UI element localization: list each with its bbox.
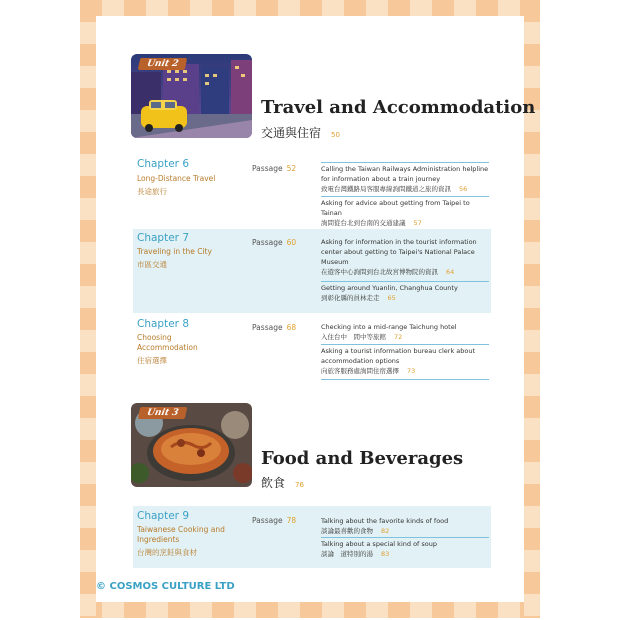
item-en: Talking about the favorite kinds of food <box>321 517 449 525</box>
item-en: Asking for advice about getting from Taipei to Tainan <box>321 199 470 217</box>
item-page: 57 <box>413 219 422 227</box>
item-zh <box>321 218 489 228</box>
chapter-7-item-1 <box>321 237 489 277</box>
unit-3-photo <box>131 403 252 487</box>
unit-3-subtitle <box>261 474 304 491</box>
chapter-8-en: Choosing Accommodation <box>137 333 198 352</box>
item-zh <box>321 526 489 536</box>
chapter-8-rule-2 <box>321 344 489 345</box>
chapter-7-zh: 市區交通 <box>137 260 167 269</box>
item-zh-text: 在遊客中心詢問到台北故宮博物院的資訊 <box>321 268 438 276</box>
unit-2-page: 50 <box>331 131 340 139</box>
item-en: Getting around Yuanlin, Changhua County <box>321 284 458 292</box>
unit-3-tag: Unit 3 <box>138 407 188 419</box>
chapter-8-item-2 <box>321 346 489 376</box>
chapter-7-row <box>133 229 491 313</box>
unit-3-page: 76 <box>295 481 304 489</box>
chapter-9-passage-page: 78 <box>286 516 297 525</box>
unit-3-subtitle-text: 飲食 <box>261 476 286 490</box>
unit-2-title: Travel and Accommodation <box>261 97 536 118</box>
chapter-9-passage-label: Passage <box>252 516 283 525</box>
chapter-8-zh: 住宿選擇 <box>137 356 167 365</box>
chapter-8-item-1 <box>321 322 489 342</box>
chapter-8-passage-page: 68 <box>286 323 297 332</box>
item-en: Checking into a mid-range Taichung hotel <box>321 323 457 331</box>
item-zh-text: 入住台中 間中等旅館 <box>321 333 386 341</box>
chapter-8-rule-3 <box>321 379 489 380</box>
chapter-9-rule-2 <box>321 537 489 538</box>
item-page: 72 <box>394 333 403 341</box>
item-page: 64 <box>446 268 455 276</box>
chapter-9-en: Taiwanese Cooking and Ingredients <box>137 525 225 544</box>
item-page: 56 <box>459 185 468 193</box>
chapter-6-passage-page: 52 <box>286 164 297 173</box>
chapter-6-zh: 長途旅行 <box>137 187 167 196</box>
item-zh <box>321 366 489 376</box>
chapter-6-item-1 <box>321 164 489 194</box>
chapter-9-passage <box>252 516 296 525</box>
chapter-7-passage-page: 60 <box>286 238 297 247</box>
chapter-7-passage-label: Passage <box>252 238 283 247</box>
unit-2-tag: Unit 2 <box>138 58 188 70</box>
item-page: 65 <box>387 294 396 302</box>
chapter-8-row <box>133 316 491 386</box>
chapter-6-rule-1 <box>321 162 489 163</box>
chapter-6-en: Long-Distance Travel <box>137 174 216 183</box>
chapter-9-item-1 <box>321 516 489 536</box>
chapter-8-passage-label: Passage <box>252 323 283 332</box>
unit-2-subtitle <box>261 124 340 141</box>
item-en: Asking a tourist information bureau clerk about accommodation options <box>321 347 476 365</box>
item-zh-text: 談論最喜歡的食物 <box>321 527 373 535</box>
unit-3-title: Food and Beverages <box>261 448 464 469</box>
item-zh <box>321 293 489 303</box>
chapter-9-title: Chapter 9 <box>137 510 189 522</box>
decorative-border-top <box>80 0 540 16</box>
chapter-7-title: Chapter 7 <box>137 232 189 244</box>
item-zh-text: 向旅客服務處詢問住宿選擇 <box>321 367 399 375</box>
item-page: 82 <box>381 527 390 535</box>
item-page: 83 <box>381 550 390 558</box>
chapter-7-en: Traveling in the City <box>137 247 212 256</box>
item-zh-text: 談論 道特別的湯 <box>321 550 373 558</box>
decorative-border-left <box>80 0 96 618</box>
chapter-6-passage-label: Passage <box>252 164 283 173</box>
item-en: Asking for information in the tourist information center about getting to Taipei's National Palace Museum <box>321 238 477 266</box>
chapter-7-rule-2 <box>321 281 489 282</box>
item-zh <box>321 267 489 277</box>
chapter-9-zh: 台灣的烹飪與食材 <box>137 548 197 557</box>
chapter-6-rule-2 <box>321 196 489 197</box>
chapter-6-item-2 <box>321 198 489 228</box>
item-en: Talking about a special kind of soup <box>321 540 438 548</box>
chapter-7-item-2 <box>321 283 489 303</box>
item-zh-text: 到彰化縣的員林走走 <box>321 294 380 302</box>
chapter-9-row <box>133 506 491 568</box>
item-zh <box>321 184 489 194</box>
item-zh-text: 致電台灣鐵路局客服專線詢問鐵道之旅的資訊 <box>321 185 451 193</box>
chapter-8-passage <box>252 323 296 332</box>
chapter-6-title: Chapter 6 <box>137 158 189 170</box>
chapter-6-passage <box>252 164 296 173</box>
item-zh <box>321 549 489 559</box>
decorative-border-right <box>524 0 540 618</box>
item-page: 73 <box>407 367 416 375</box>
item-en: Calling the Taiwan Railways Administration helpline for information about a train journey <box>321 165 489 183</box>
copyright-watermark: © COSMOS CULTURE LTD <box>96 581 235 592</box>
chapter-6-row <box>133 156 491 227</box>
chapter-9-item-2 <box>321 539 489 559</box>
item-zh-text: 詢問從台北到台南的交通建議 <box>321 219 406 227</box>
chapter-7-passage <box>252 238 296 247</box>
decorative-border-bottom <box>80 602 540 618</box>
unit-2-photo <box>131 54 252 138</box>
item-zh <box>321 332 489 342</box>
chapter-8-title: Chapter 8 <box>137 318 189 330</box>
unit-2-subtitle-text: 交通與住宿 <box>261 126 322 140</box>
